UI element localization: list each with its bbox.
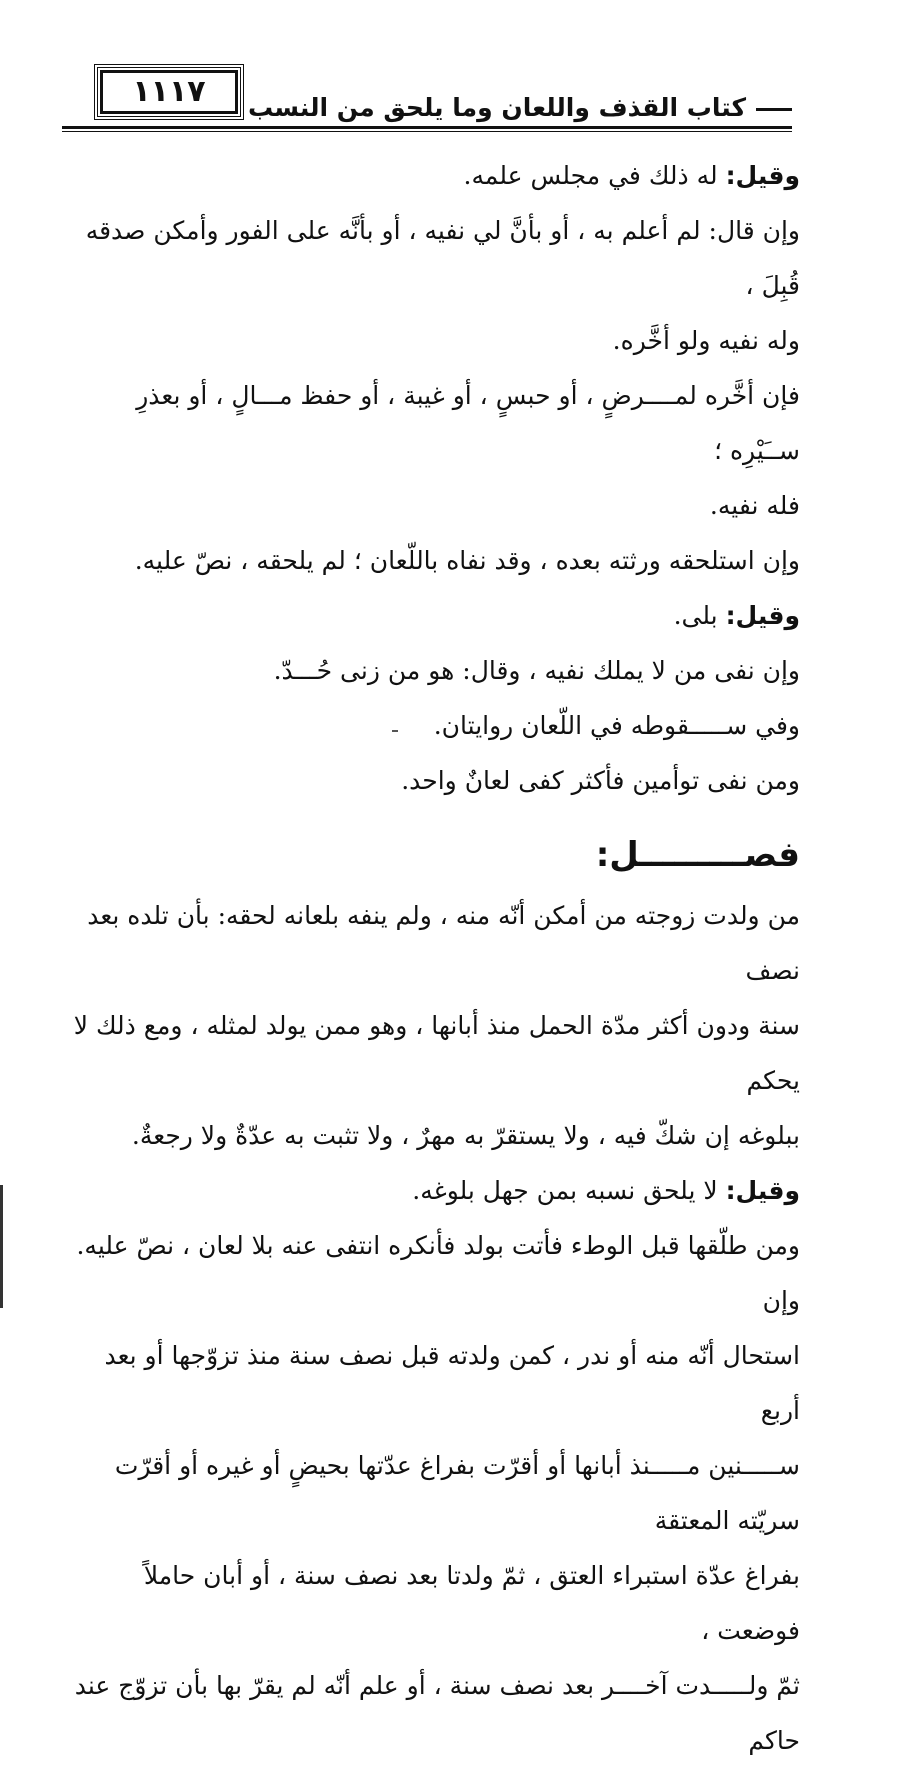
paragraph-line: سنة ودون أكثر مدّة الحمل منذ أبانها ، وهو ممن يولد لمثله ، ومع ذلك لا يحكم — [73, 1011, 800, 1095]
paragraph-line: بفراغ عدّة استبراء العتق ، ثمّ ولدتا بعد نصف سنة ، أو أبان حاملاً فوضعت ، — [143, 1561, 800, 1645]
page-number: ١١١٧ — [100, 70, 238, 114]
page-body — [72, 148, 800, 1768]
label-qil: وقيل: — [725, 1176, 800, 1205]
text-line — [72, 643, 800, 698]
line-text: فله نفيه. — [709, 491, 800, 520]
line-text: وله نفيه ولو أخَّره. — [612, 326, 800, 355]
paragraph-line: ومن طلّقها قبل الوطء فأتت بولد فأنكره انتفى عنه بلا لعان ، نصّ عليه. وإن — [76, 1231, 800, 1315]
line-text: بلى. — [673, 601, 726, 630]
line-text: لا يلحق نسبه بمن جهل بلوغه. — [412, 1176, 726, 1205]
header-rule — [62, 126, 792, 129]
text-line — [72, 478, 800, 533]
label-qil: وقيل: — [725, 601, 800, 630]
label-qil: وقيل: — [725, 161, 800, 190]
text-line — [72, 148, 800, 203]
page-number-frame — [94, 64, 244, 120]
line-text: وإن قال: لم أعلم به ، أو بأنَّ لي نفيه ، أو بأنَّه على الفور وأمكن صدقه قُبِلَ ، — [85, 216, 800, 300]
line-text: وإن استلحقه ورثته بعده ، وقد نفاه باللّعان ؛ لم يلحقه ، نصّ عليه. — [134, 546, 800, 575]
text-line — [72, 1163, 800, 1218]
text-line — [72, 753, 800, 808]
text-line — [72, 368, 800, 478]
paragraph-line: ثمّ ولـــــدت آخــــر بعد نصف سنة ، أو علم أنّه لم يقرّ بها بأن تزوّج عند حاكم — [74, 1671, 800, 1755]
paragraph-line: من ولدت زوجته من أمكن أنّه منه ، ولم ينفه بلعانه لحقه: بأن تلده بعد نصف — [87, 901, 800, 985]
paragraph-line: ببلوغه إن شكّ فيه ، ولا يستقرّ به مهرٌ ، ولا تثبت به عدّةٌ ولا رجعةٌ. — [131, 1121, 800, 1150]
scan-edge-shadow — [0, 1185, 3, 1308]
scan-speck — [392, 730, 398, 732]
text-line — [72, 203, 800, 313]
line-text: وإن نفى من لا يملك نفيه ، وقال: هو من زنى حُـــدّ. — [273, 656, 800, 685]
line-text: له ذلك في مجلس علمه. — [463, 161, 726, 190]
running-title: كتاب القذف واللعان وما يلحق من النسب — [248, 92, 792, 124]
line-text: ومن نفى توأمين فأكثر كفى لعانٌ واحد. — [401, 766, 800, 795]
paragraph-line: استحال أنّه منه أو ندر ، كمن ولدته قبل نصف سنة منذ تزوّجها أو بعد أربع — [104, 1341, 800, 1425]
line-text: وفي ســـــقوطه في اللّعان روايتان. — [433, 711, 800, 740]
header-rule-thin — [62, 131, 792, 132]
text-line — [72, 313, 800, 368]
text-line — [72, 533, 800, 588]
text-line — [72, 588, 800, 643]
section-heading: فصـــــــــل: — [595, 835, 800, 875]
page-header — [62, 62, 792, 130]
text-line — [72, 698, 800, 753]
paragraph-line: ســـــنين مـــــنذ أبانها أو أقرّت بفراغ عدّتها بحيضٍ أو غيره أو أقرّت سريّته المعتقة — [114, 1451, 800, 1535]
line-text: فإن أخَّره لمــــرضٍ ، أو حبسٍ ، أو غيبة ، أو حفظ مـــالٍ ، أو بعذرِ ســَيْرِه ؛ — [136, 381, 800, 465]
